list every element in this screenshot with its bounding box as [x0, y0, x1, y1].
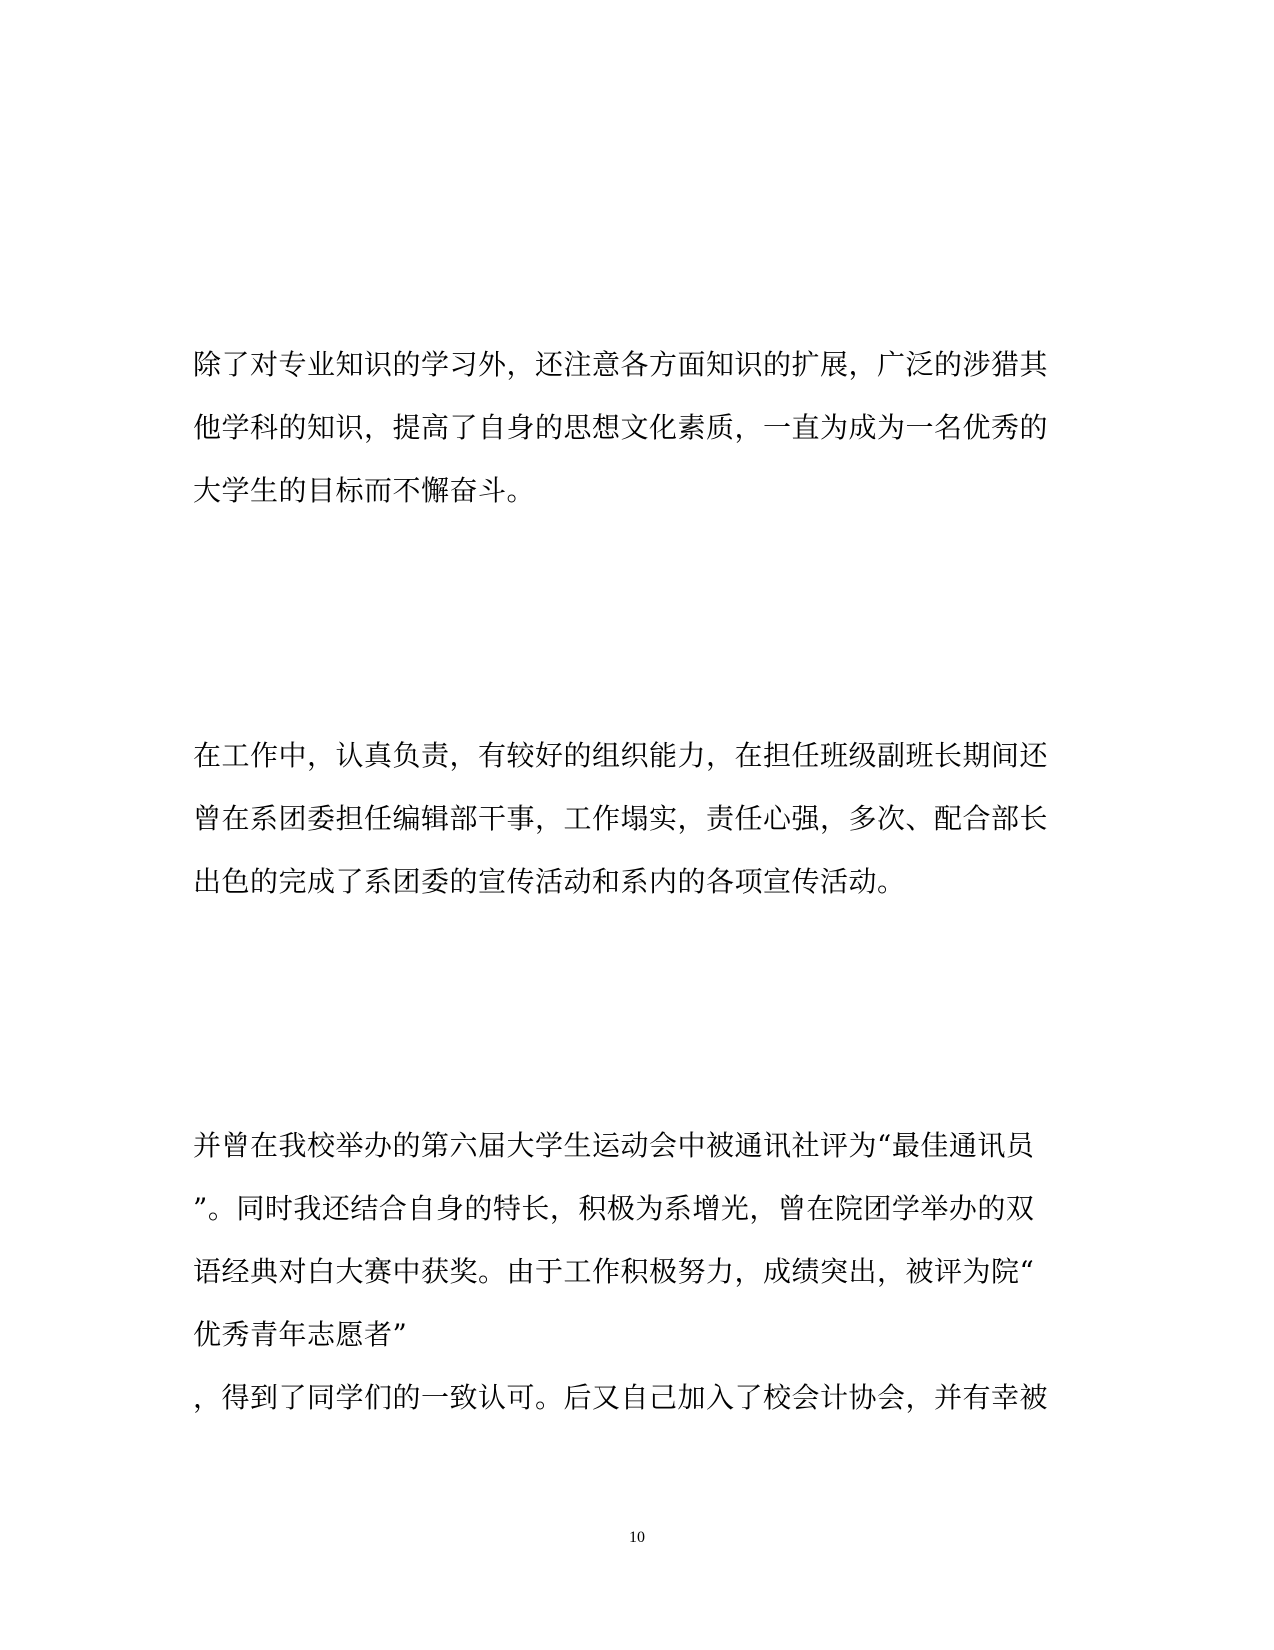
- paragraph-3-line-4: 优秀青年志愿者”: [193, 1318, 408, 1351]
- paragraph-3-line-3: 语经典对白大赛中获奖。由于工作积极努力，成绩突出，被评为院“: [193, 1255, 1035, 1288]
- paragraph-1-line-1: 除了对专业知识的学习外，还注意各方面知识的扩展，广泛的涉猎其: [193, 348, 1049, 381]
- paragraph-1-line-2: 他学科的知识，提高了自身的思想文化素质，一直为成为一名优秀的: [193, 411, 1049, 444]
- paragraph-1-line-3: 大学生的目标而不懈奋斗。: [193, 474, 536, 507]
- paragraph-3-line-1: 并曾在我校举办的第六届大学生运动会中被通讯社评为“最佳通讯员: [193, 1129, 1035, 1162]
- paragraph-3-line-5: ，得到了同学们的一致认可。后又自己加入了校会计协会，并有幸被: [193, 1381, 1049, 1414]
- page-number: 10: [629, 1529, 645, 1546]
- paragraph-3-line-2: ”。同时我还结合自身的特长，积极为系增光，曾在院团学举办的双: [193, 1192, 1035, 1225]
- paragraph-2-line-3: 出色的完成了系团委的宣传活动和系内的各项宣传活动。: [193, 865, 906, 898]
- paragraph-2-line-2: 曾在系团委担任编辑部干事，工作塌实，责任心强，多次、配合部长: [193, 802, 1049, 835]
- paragraph-2-line-1: 在工作中，认真负责，有较好的组织能力，在担任班级副班长期间还: [193, 739, 1049, 772]
